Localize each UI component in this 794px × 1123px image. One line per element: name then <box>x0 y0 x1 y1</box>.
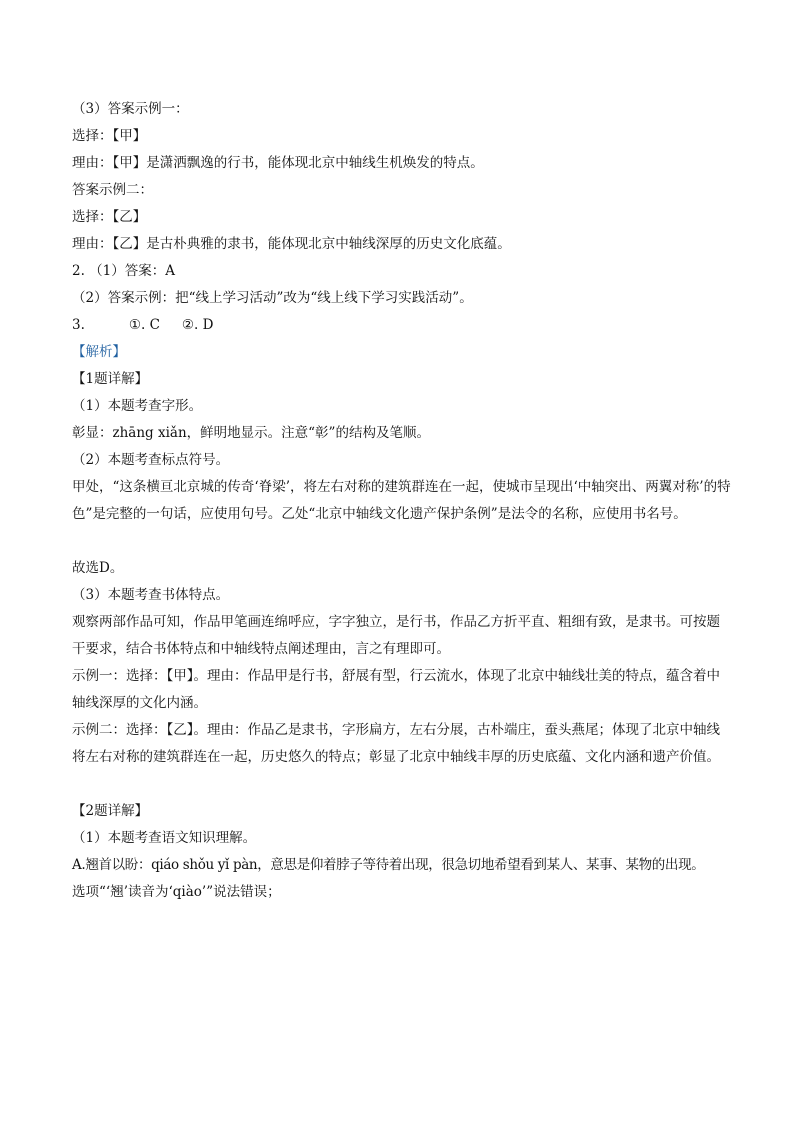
q1-part1-title: （1）本题考查字形。 <box>72 398 203 414</box>
q1-part1-text: 彰显：zhāng xiǎn，鲜明地显示。注意“彰”的结构及笔顺。 <box>72 425 430 441</box>
q1-part2-text: 甲处，“这条横亘北京城的传奇‘脊梁’，将左右对称的建筑群连在一起，使城市呈现出‘中轴突出、两翼对称’的特色”是完整的一句话，应使用句号。乙处“北京中轴线文化遗产保护条例”是法令的名称，应使用书名号。 <box>72 479 731 522</box>
answer-example-two-title: 答案示例二： <box>72 182 153 198</box>
document-page <box>72 96 732 906</box>
choice-jia: 选择：【甲】 <box>72 128 147 144</box>
answer-3-b: ②. D <box>181 317 214 333</box>
q2-part1-title: （1）本题考查语文知识理解。 <box>72 830 257 846</box>
q1-detail-heading: 【1题详解】 <box>72 371 149 387</box>
q1-part3-example1: 示例一：选择：【甲】。理由：作品甲是行书，舒展有型，行云流水，体现了北京中轴线壮美的特点，蕴含着中轴线深厚的文化内涵。 <box>72 668 720 711</box>
q1-part3-text: 观察两部作品可知，作品甲笔画连绵呼应，字字独立，是行书，作品乙方折平直、粗细有致，是隶书。可按题干要求，结合书体特点和中轴线特点阐述理由，言之有理即可。 <box>72 614 720 657</box>
answer-2-2: （2）答案示例：把“线上学习活动”改为“线上线下学习实践活动”。 <box>72 290 473 306</box>
analysis-heading: 【解析】 <box>72 344 126 360</box>
reason-jia: 理由：【甲】是潇洒飘逸的行书，能体现北京中轴线生机焕发的特点。 <box>72 155 484 171</box>
answer-3 <box>72 312 732 339</box>
choice-yi: 选择：【乙】 <box>72 209 147 225</box>
q1-part2-conclusion: 故选D。 <box>72 560 124 576</box>
q2-part1-text: A.翘首以盼：qiáo shǒu yǐ pàn，意思是仰着脖子等待着出现，很急切地希望看到某人、某事、某物的出现。 <box>72 857 705 873</box>
answer-example-one-title: （3）答案示例一： <box>72 101 189 117</box>
q2-detail-heading: 【2题详解】 <box>72 803 149 819</box>
q1-part2-title: （2）本题考查标点符号。 <box>72 452 230 468</box>
reason-yi: 理由：【乙】是古朴典雅的隶书，能体现北京中轴线深厚的历史文化底蕴。 <box>72 236 511 252</box>
answer-2-1: 2. （1）答案：A <box>72 263 176 279</box>
q1-part3-title: （3）本题考查书体特点。 <box>72 587 230 603</box>
q2-part1-conclusion: 选项“‘翘’读音为‘qiào’”说法错误； <box>72 884 281 900</box>
q1-part3-example2: 示例二：选择：【乙】。理由：作品乙是隶书，字形扁方，左右分展，古朴端庄，蚕头燕尾；体现了北京中轴线将左右对称的建筑群连在一起，历史悠久的特点；彰显了北京中轴线丰厚的历史底蕴、文化内涵和遗产价值。 <box>72 722 720 765</box>
answer-3-number: 3. <box>72 317 85 333</box>
answer-3-a: ①. C <box>128 317 160 333</box>
